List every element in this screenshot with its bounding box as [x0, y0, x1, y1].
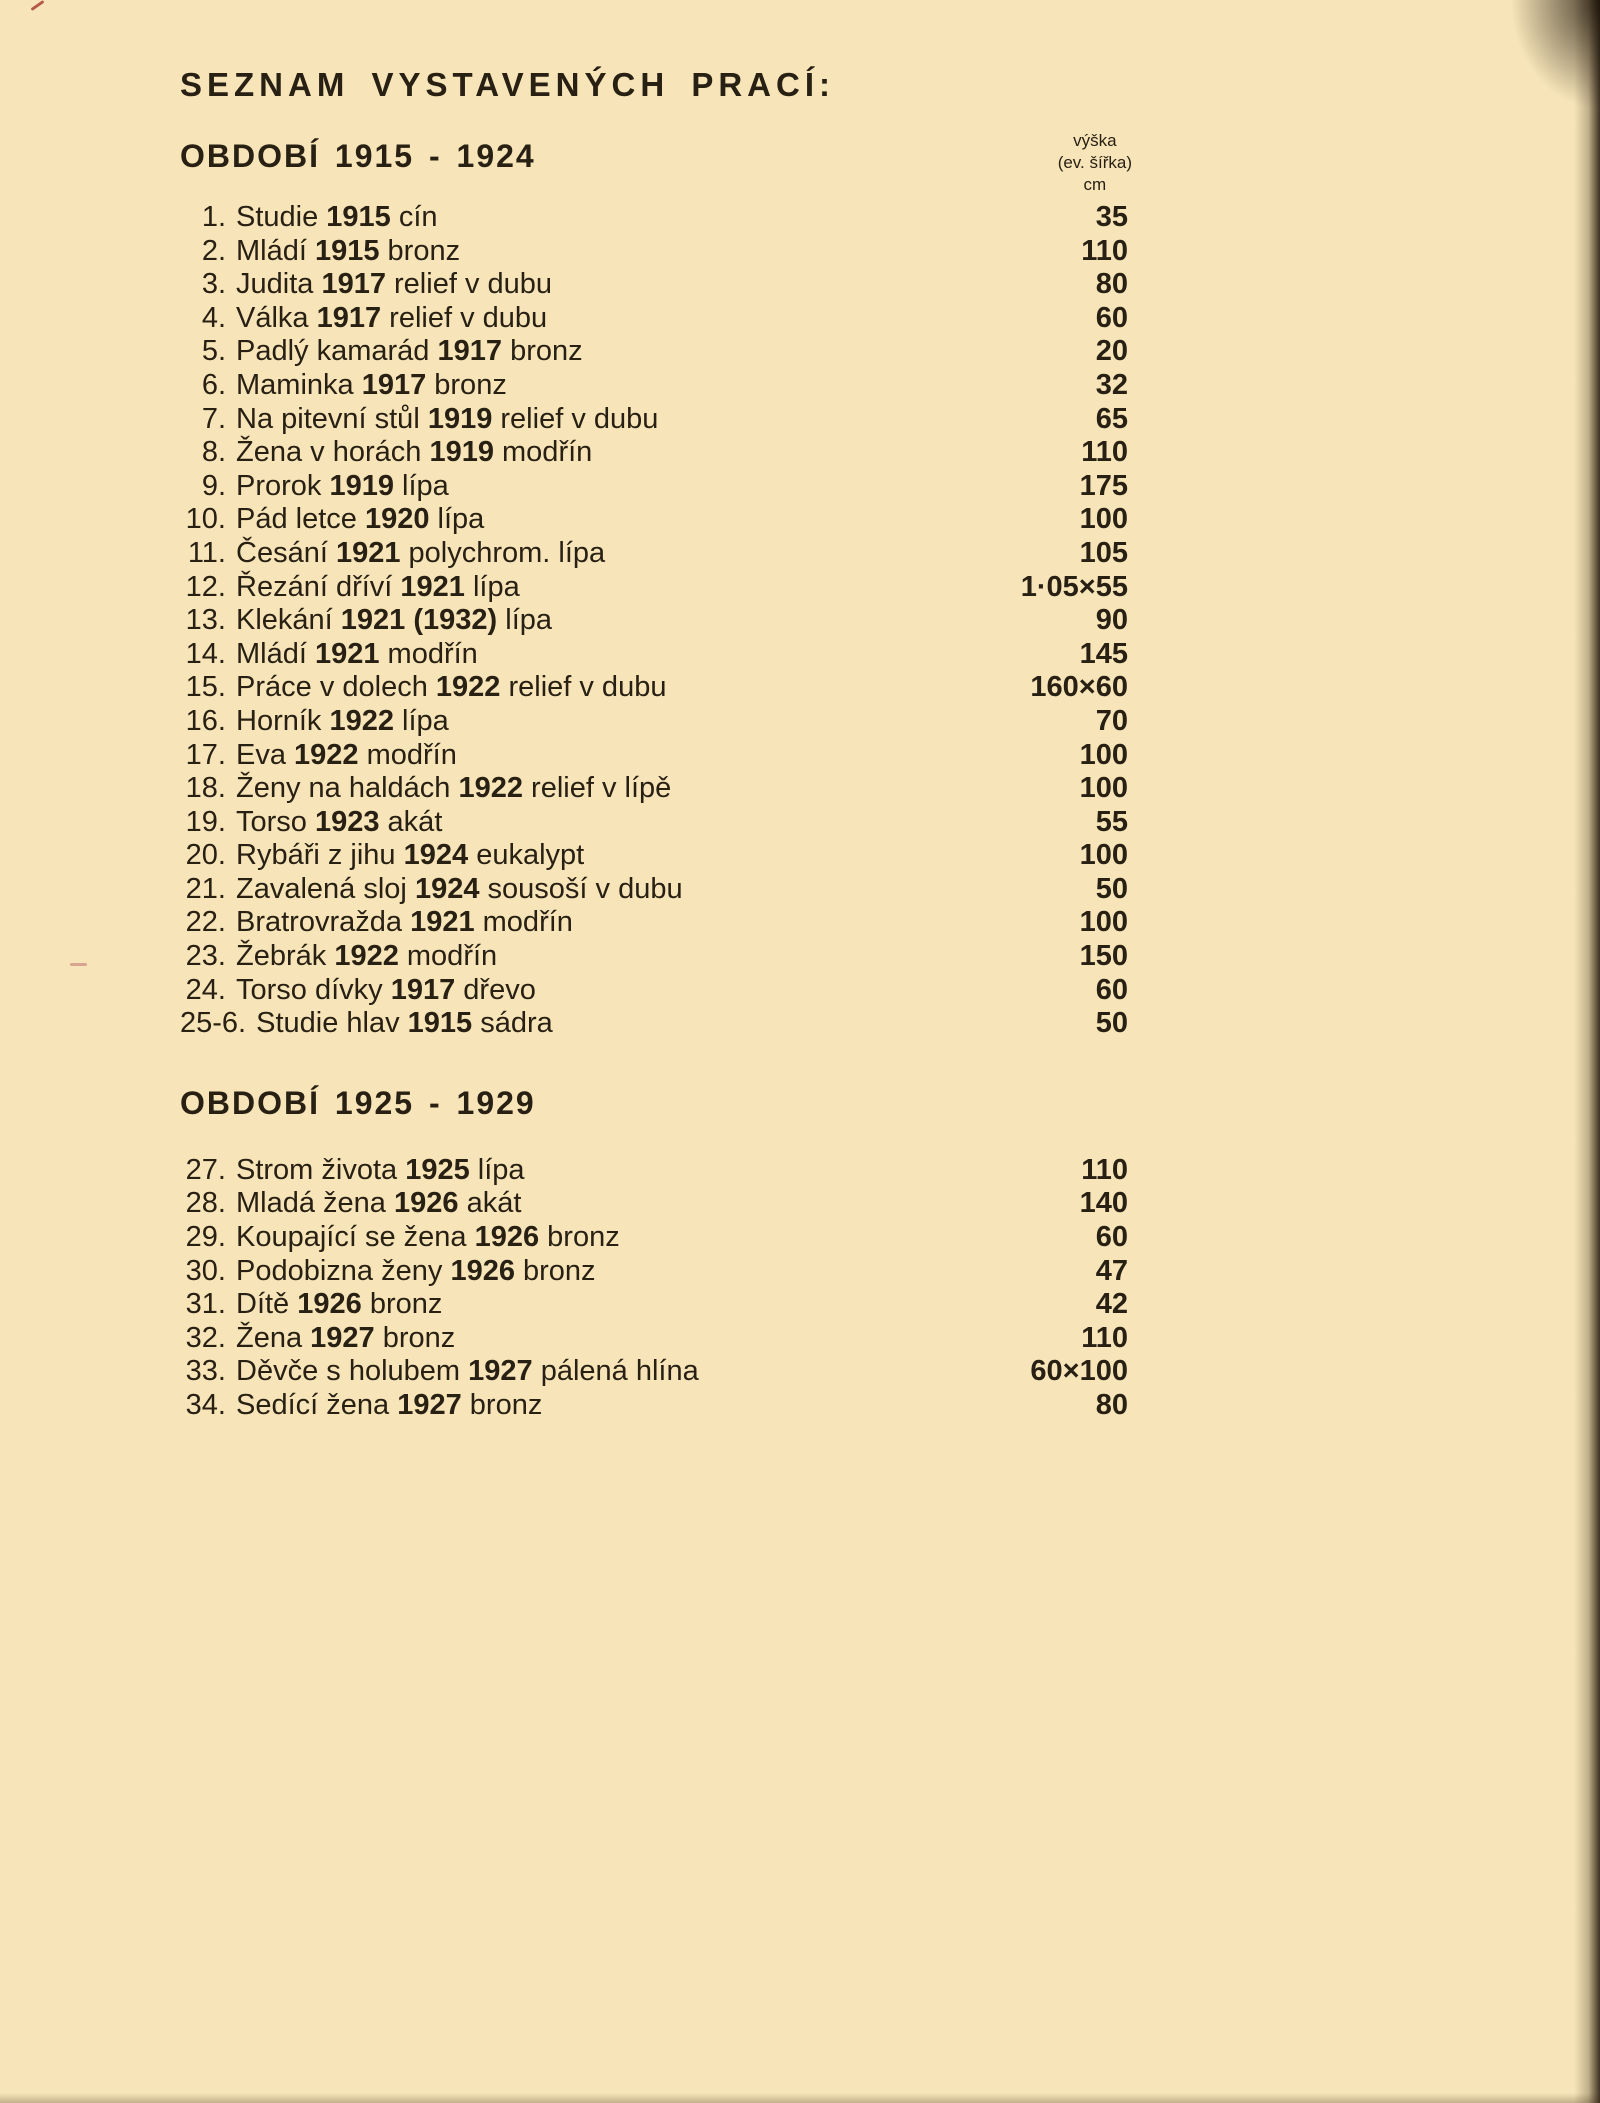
item-year: 1917: [390, 973, 456, 1006]
item-height: 100: [1079, 906, 1128, 939]
item-year: 1921 (1932): [340, 604, 498, 637]
list-item: [180, 1221, 1128, 1255]
item-material: relief v dubu: [385, 268, 553, 301]
item-year: 1927: [468, 1355, 533, 1388]
item-height: 100: [1079, 503, 1128, 536]
list-item: [180, 235, 1128, 269]
page-title: SEZNAM VYSTAVENÝCH PRACÍ:: [180, 66, 835, 103]
item-year: 1922: [458, 772, 523, 805]
item-title: [236, 1389, 542, 1423]
list-item: [180, 705, 1128, 739]
item-height: 140: [1079, 1187, 1128, 1220]
item-height: 150: [1079, 940, 1128, 973]
item-number: 2.: [201, 234, 226, 267]
list-item: [180, 1154, 1128, 1188]
item-title-text: Prorok: [236, 469, 330, 502]
item-year: 1919: [429, 436, 494, 469]
item-material: modřín: [398, 940, 498, 973]
item-number: 11.: [187, 536, 226, 569]
height-header-line1: výška: [1073, 131, 1117, 150]
list-item: [180, 503, 1128, 537]
item-year: 1926: [394, 1187, 459, 1220]
content: [180, 66, 1132, 1423]
scan-corner-shadow: [1510, 0, 1600, 110]
item-title-text: Válka: [236, 301, 317, 334]
item-material: akát: [379, 805, 443, 838]
item-year: 1926: [297, 1288, 362, 1321]
item-height: 110: [1081, 436, 1128, 469]
list-item: [180, 335, 1128, 369]
item-title-text: Mladá žena: [236, 1187, 394, 1220]
item-title-text: Rybáři z jihu: [236, 839, 404, 872]
item-title: [236, 1288, 442, 1322]
item-height: 42: [1095, 1288, 1128, 1321]
item-height: 20: [1095, 335, 1128, 368]
item-year: 1922: [294, 738, 359, 771]
item-material: bronz: [461, 1389, 543, 1421]
item-title: [236, 1221, 620, 1255]
item-title: [236, 1187, 521, 1221]
item-number: 28.: [185, 1187, 226, 1220]
item-material: bronz: [514, 1254, 596, 1287]
list-item: [180, 1007, 1128, 1041]
item-year: 1927: [397, 1389, 462, 1421]
item-height: 47: [1095, 1254, 1128, 1287]
item-material: lípa: [394, 469, 449, 502]
item-height: 35: [1095, 201, 1128, 233]
list-item: [180, 268, 1128, 302]
item-title-text: Děvče s holubem: [236, 1355, 469, 1388]
item-material: pálená hlína: [532, 1355, 699, 1388]
item-title-text: Žebrák: [236, 940, 335, 973]
item-height: 175: [1079, 469, 1128, 502]
item-number: 21.: [185, 872, 226, 905]
item-title: [236, 537, 605, 571]
item-title: [236, 739, 457, 773]
item-height: 32: [1095, 368, 1128, 401]
item-number: 16.: [185, 704, 226, 737]
item-number: 9.: [201, 469, 226, 502]
item-number: 31.: [185, 1288, 226, 1321]
height-column-header: [1058, 130, 1132, 196]
item-number: 25-6.: [180, 1007, 247, 1040]
item-number: 19.: [185, 805, 226, 838]
scan-artifact-mark: [70, 963, 87, 966]
item-material: relief v dubu: [492, 402, 659, 435]
item-title-text: Maminka: [236, 368, 362, 401]
item-year: 1919: [329, 469, 394, 502]
item-year: 1920: [364, 503, 430, 536]
item-title-text: Sedící žena: [236, 1389, 398, 1421]
item-height: 60: [1095, 301, 1128, 334]
item-year: 1919: [427, 402, 493, 435]
item-material: relief v dubu: [500, 671, 667, 704]
item-number: 13.: [185, 604, 226, 637]
list-item: [180, 1355, 1128, 1389]
list-item: [180, 537, 1128, 571]
list-item: [180, 638, 1128, 672]
item-material: bronz: [539, 1221, 620, 1254]
item-height: 55: [1095, 805, 1128, 838]
item-title-text: Práce v dolech: [236, 671, 436, 704]
item-title-text: Žena v horách: [236, 436, 430, 469]
list-item: [180, 436, 1128, 470]
item-material: bronz: [374, 1321, 456, 1354]
item-height: 110: [1081, 1153, 1128, 1186]
item-material: lípa: [469, 1153, 525, 1186]
list-item: [180, 302, 1128, 336]
item-title-text: Padlý kamarád: [236, 335, 438, 368]
item-year: 1924: [403, 839, 469, 872]
item-title: [236, 1255, 596, 1289]
item-height: 100: [1079, 738, 1128, 771]
list-item: [180, 974, 1128, 1008]
item-height: 50: [1095, 872, 1128, 905]
item-title-text: Mládí: [236, 637, 315, 670]
item-number: 18.: [185, 772, 226, 805]
item-number: 23.: [185, 940, 226, 973]
item-material: sousoší v dubu: [479, 872, 683, 905]
item-year: 1922: [334, 940, 399, 973]
item-title-text: Ženy na haldách: [236, 772, 459, 805]
item-title: [236, 940, 497, 974]
item-height: 160×60: [1030, 671, 1128, 704]
item-title: [236, 604, 552, 638]
item-number: 6.: [201, 368, 226, 401]
item-material: modřín: [474, 906, 573, 939]
item-title: [236, 671, 666, 705]
item-title-text: Torso: [236, 805, 315, 838]
section-1925-1929: [180, 1085, 1128, 1423]
item-material: modřín: [379, 637, 478, 670]
item-title-text: Žena: [236, 1321, 311, 1354]
item-year: 1917: [437, 335, 503, 368]
item-material: lípa: [464, 570, 520, 603]
item-number: 1.: [201, 201, 226, 233]
item-material: lípa: [497, 604, 553, 637]
item-year: 1915: [314, 234, 380, 267]
item-title: [236, 403, 658, 437]
item-number: 10.: [185, 503, 226, 536]
item-material: bronz: [426, 368, 507, 401]
item-title: [236, 1355, 699, 1389]
height-header-line2: (ev. šířka): [1057, 153, 1132, 172]
item-title-text: Studie hlav: [256, 1007, 408, 1040]
item-height: 60: [1095, 973, 1128, 1006]
item-height: 145: [1079, 637, 1128, 670]
item-number: 3.: [201, 268, 226, 301]
item-height: 80: [1095, 1389, 1128, 1421]
item-title: [236, 436, 592, 470]
item-year: 1917: [361, 368, 427, 401]
item-height: 100: [1079, 839, 1128, 872]
list-item: [180, 806, 1128, 840]
item-number: 32.: [185, 1321, 226, 1354]
item-height: 1·05×55: [1020, 570, 1128, 603]
item-material: lípa: [429, 503, 485, 536]
list-item: [180, 604, 1128, 638]
item-number: 7.: [201, 402, 226, 435]
item-year: 1915: [407, 1007, 473, 1040]
item-title: [236, 571, 520, 605]
item-height: 60: [1095, 1221, 1128, 1254]
item-year: 1922: [435, 671, 501, 704]
list-item: [180, 369, 1128, 403]
item-year: 1924: [414, 872, 480, 905]
item-height: 70: [1095, 704, 1128, 737]
list-item: [180, 1187, 1128, 1221]
item-height: 90: [1095, 604, 1128, 637]
item-height: 110: [1081, 234, 1128, 267]
item-material: akát: [458, 1187, 522, 1220]
list-item: [180, 1322, 1128, 1356]
item-title-text: Mládí: [236, 234, 315, 267]
scan-edge-shadow-bottom: [0, 2093, 1600, 2103]
item-title: [236, 873, 683, 907]
item-number: 12.: [185, 570, 226, 603]
list-item: [180, 1288, 1128, 1322]
item-material: eukalypt: [468, 839, 585, 872]
item-year: 1917: [321, 268, 386, 301]
item-title: [236, 1322, 455, 1356]
item-year: 1921: [314, 637, 380, 670]
list-item: [180, 201, 1128, 235]
item-material: modřín: [493, 436, 593, 469]
item-height: 80: [1095, 268, 1128, 301]
item-title: [236, 839, 584, 873]
item-title: [236, 235, 460, 269]
item-title: [236, 638, 478, 672]
item-number: 27.: [185, 1153, 226, 1186]
item-year: 1921: [410, 906, 475, 939]
item-number: 24.: [185, 973, 226, 1006]
list-item: [180, 1255, 1128, 1289]
item-number: 29.: [185, 1221, 226, 1254]
item-year: 1926: [450, 1254, 515, 1287]
item-title: [236, 974, 536, 1008]
item-number: 14.: [185, 637, 226, 670]
item-title: [236, 302, 547, 336]
item-number: 4.: [201, 301, 226, 334]
item-title-text: Dítě: [236, 1288, 298, 1321]
item-material: bronz: [361, 1288, 443, 1321]
item-title-text: Studie: [236, 201, 327, 233]
item-material: relief v lípě: [523, 772, 672, 805]
item-year: 1922: [329, 704, 394, 737]
item-title-text: Judita: [236, 268, 322, 301]
item-material: bronz: [502, 335, 583, 368]
item-title-text: Na pitevní stůl: [236, 402, 428, 435]
item-title-text: Řezání dříví: [236, 570, 401, 603]
list-item: [180, 772, 1128, 806]
item-material: relief v dubu: [381, 301, 548, 334]
item-number: 20.: [185, 839, 226, 872]
list-item: [180, 470, 1128, 504]
item-number: 22.: [185, 906, 226, 939]
item-number: 33.: [185, 1355, 226, 1388]
item-height: 100: [1079, 772, 1128, 805]
item-year: 1923: [314, 805, 380, 838]
section-head: [180, 131, 1132, 194]
item-title-text: Horník: [236, 704, 330, 737]
item-year: 1921: [400, 570, 465, 603]
item-title-text: Bratrovražda: [236, 906, 411, 939]
item-material: dřevo: [455, 973, 536, 1006]
item-title: [236, 268, 552, 302]
section-1915-1924: [180, 131, 1132, 1041]
item-title-text: Klekání: [236, 604, 341, 637]
item-number: 17.: [185, 738, 226, 771]
item-height: 60×100: [1030, 1355, 1128, 1388]
item-material: bronz: [379, 234, 461, 267]
item-material: cín: [390, 201, 438, 233]
list-item: [180, 671, 1128, 705]
item-title: [236, 470, 449, 504]
works-list-1925-1929: [180, 1154, 1128, 1423]
item-title: [236, 906, 573, 940]
item-number: 30.: [185, 1254, 226, 1287]
item-title: [236, 1154, 525, 1188]
height-header-line3: cm: [1083, 175, 1107, 194]
item-title: [256, 1007, 553, 1041]
scan-artifact-mark: [30, 0, 44, 11]
item-height: 50: [1095, 1007, 1128, 1040]
item-year: 1915: [326, 201, 391, 233]
item-year: 1921: [335, 536, 401, 569]
section-header-2: OBDOBÍ 1925 - 1929: [180, 1084, 536, 1121]
item-title-text: Česání: [236, 536, 336, 569]
list-item: [180, 906, 1128, 940]
list-item: [180, 940, 1128, 974]
item-material: lípa: [394, 704, 449, 737]
list-item: [180, 403, 1128, 437]
item-title: [236, 503, 484, 537]
item-title: [236, 806, 442, 840]
item-number: 5.: [201, 335, 226, 368]
item-title-text: Podobizna ženy: [236, 1254, 451, 1287]
works-list-1915-1924: [180, 201, 1128, 1041]
item-number: 8.: [201, 436, 226, 469]
item-year: 1927: [310, 1321, 375, 1354]
item-title-text: Strom života: [236, 1153, 406, 1186]
item-title-text: Eva: [236, 738, 295, 771]
item-number: 15.: [185, 671, 226, 704]
list-item: [180, 873, 1128, 907]
list-item: [180, 739, 1128, 773]
section-header-1: OBDOBÍ 1915 - 1924: [180, 138, 536, 174]
item-title: [236, 201, 438, 235]
item-year: 1917: [316, 301, 382, 334]
item-height: 105: [1079, 536, 1128, 569]
list-item: [180, 571, 1128, 605]
list-item: [180, 1389, 1128, 1423]
item-material: sádra: [472, 1007, 553, 1040]
item-title-text: Koupající se žena: [236, 1221, 475, 1254]
scan-edge-shadow-right: [1574, 0, 1600, 2103]
item-material: polychrom. lípa: [400, 536, 606, 569]
item-title-text: Torso dívky: [236, 973, 391, 1006]
item-title: [236, 772, 671, 806]
item-material: modřín: [358, 738, 457, 771]
item-year: 1925: [405, 1153, 470, 1186]
item-title: [236, 335, 583, 369]
item-title-text: Pád letce: [236, 503, 365, 536]
item-title: [236, 369, 507, 403]
item-height: 65: [1095, 402, 1128, 435]
item-height: 110: [1081, 1321, 1128, 1354]
item-title-text: Zavalená sloj: [236, 872, 415, 905]
item-number: 34.: [185, 1389, 226, 1421]
list-item: [180, 839, 1128, 873]
item-year: 1926: [474, 1221, 540, 1254]
item-title: [236, 705, 449, 739]
